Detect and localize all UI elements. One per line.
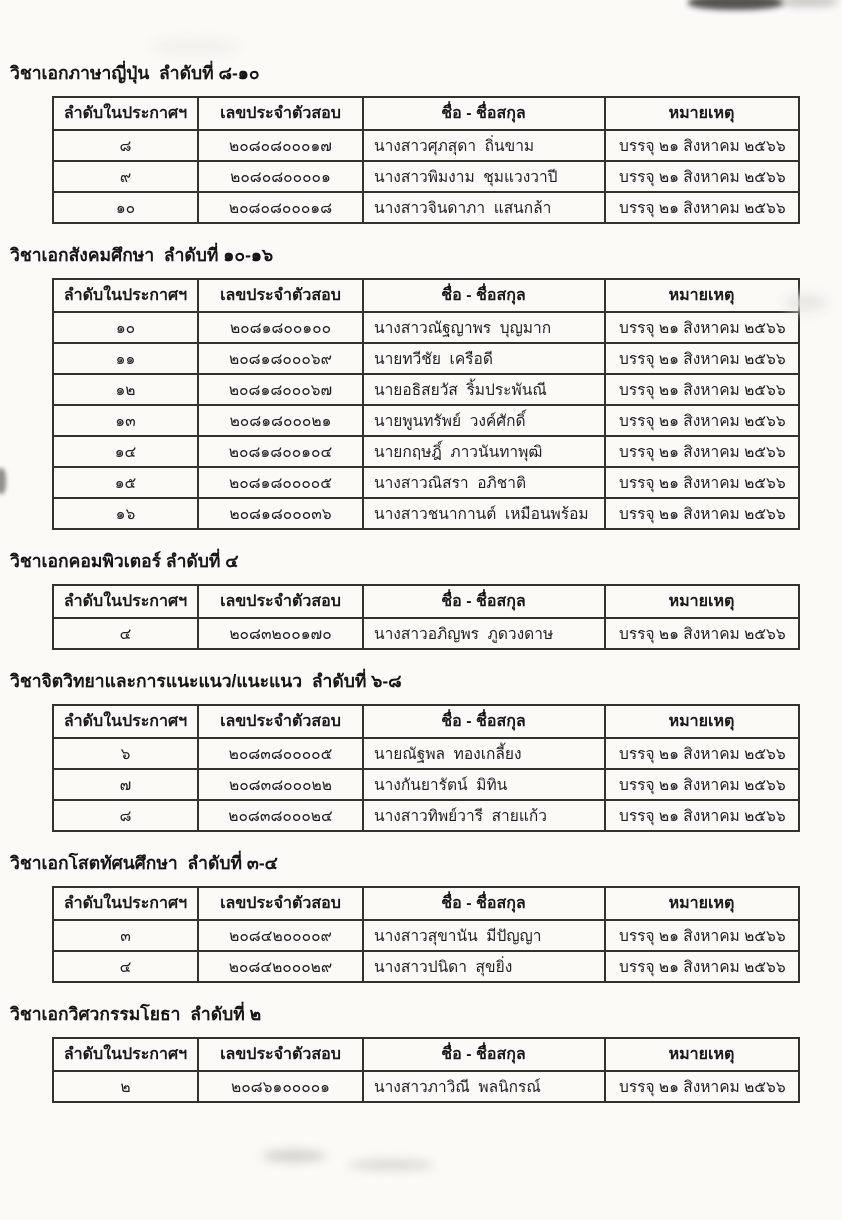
header-row [53, 585, 799, 618]
order-cell: ๘ [53, 130, 198, 161]
exam-id-cell: ๒๐๘๑๘๐๐๐๓๖ [198, 498, 363, 529]
column-header: ชื่อ - ชื่อสกุล [363, 1038, 605, 1071]
exam-id-cell: ๒๐๘๓๘๐๐๐๒๔ [198, 800, 363, 831]
name-cell: นางสาวทิพย์วารี สายแก้ว [363, 800, 605, 831]
remark-cell: บรรจุ ๒๑ สิงหาคม ๒๕๖๖ [605, 192, 799, 223]
table-body [53, 920, 799, 982]
remark-cell: บรรจุ ๒๑ สิงหาคม ๒๕๖๖ [605, 618, 799, 649]
table-row [53, 312, 799, 343]
candidates-table [52, 704, 800, 832]
table-row [53, 800, 799, 831]
name-cell: นายณัฐพล ทองเกลี้ยง [363, 738, 605, 769]
column-header: ชื่อ - ชื่อสกุล [363, 705, 605, 738]
column-header: หมายเหตุ [605, 279, 799, 312]
remark-cell: บรรจุ ๒๑ สิงหาคม ๒๕๖๖ [605, 436, 799, 467]
column-header: หมายเหตุ [605, 705, 799, 738]
remark-cell: บรรจุ ๒๑ สิงหาคม ๒๕๖๖ [605, 343, 799, 374]
column-header: ลำดับในประกาศฯ [53, 97, 198, 130]
name-cell: นางสาวศุภสุดา ถิ่นขาม [363, 130, 605, 161]
name-cell: นางสาวชนากานต์ เหมือนพร้อม [363, 498, 605, 529]
exam-id-cell: ๒๐๘๐๘๐๐๐๑๘ [198, 192, 363, 223]
column-header: หมายเหตุ [605, 887, 799, 920]
exam-id-cell: ๒๐๘๓๒๐๐๑๗๐ [198, 618, 363, 649]
column-header: หมายเหตุ [605, 97, 799, 130]
header-row [53, 279, 799, 312]
scan-smudge-bottom-1 [262, 1150, 326, 1162]
order-cell: ๒ [53, 1071, 198, 1102]
exam-id-cell: ๒๐๘๖๑๐๐๐๐๑ [198, 1071, 363, 1102]
remark-cell: บรรจุ ๒๑ สิงหาคม ๒๕๖๖ [605, 738, 799, 769]
table-row [53, 498, 799, 529]
order-cell: ๑๐ [53, 312, 198, 343]
header-row [53, 705, 799, 738]
column-header: ชื่อ - ชื่อสกุล [363, 887, 605, 920]
remark-cell: บรรจุ ๒๑ สิงหาคม ๒๕๖๖ [605, 161, 799, 192]
header-row [53, 887, 799, 920]
order-cell: ๖ [53, 738, 198, 769]
section-title: วิชาจิตวิทยาและการแนะแนว/แนะแนว ลำดับที่ ๖-๘ [10, 671, 402, 691]
exam-id-cell: ๒๐๘๔๒๐๐๐๐๙ [198, 920, 363, 951]
section-title: วิชาเอกคอมพิวเตอร์ ลำดับที่ ๔ [10, 551, 239, 571]
order-cell: ๙ [53, 161, 198, 192]
remark-cell: บรรจุ ๒๑ สิงหาคม ๒๕๖๖ [605, 920, 799, 951]
order-cell: ๑๐ [53, 192, 198, 223]
table-head [53, 1038, 799, 1071]
table-row [53, 343, 799, 374]
exam-id-cell: ๒๐๘๑๘๐๐๑๐๔ [198, 436, 363, 467]
order-cell: ๓ [53, 920, 198, 951]
table-head [53, 279, 799, 312]
table-row [53, 920, 799, 951]
table-row [53, 192, 799, 223]
name-cell: นายกฤษฎิ์ ภาวนันทาพุฒิ [363, 436, 605, 467]
table-row [53, 467, 799, 498]
sections-root [0, 59, 842, 1103]
table-row [53, 161, 799, 192]
table-body [53, 1071, 799, 1102]
subject-section [0, 667, 842, 832]
order-cell: ๑๖ [53, 498, 198, 529]
column-header: เลขประจำตัวสอบ [198, 585, 363, 618]
name-cell: นายอธิสยวัส ริ้มประพันณี [363, 374, 605, 405]
order-cell: ๑๕ [53, 467, 198, 498]
section-title: วิชาเอกวิศวกรรมโยธา ลำดับที่ ๒ [10, 1004, 262, 1024]
subject-section [0, 849, 842, 983]
exam-id-cell: ๒๐๘๔๒๐๐๐๒๙ [198, 951, 363, 982]
remark-cell: บรรจุ ๒๑ สิงหาคม ๒๕๖๖ [605, 130, 799, 161]
subject-section [0, 241, 842, 530]
order-cell: ๑๒ [53, 374, 198, 405]
subject-section [0, 1000, 842, 1103]
column-header: ชื่อ - ชื่อสกุล [363, 279, 605, 312]
order-cell: ๑๔ [53, 436, 198, 467]
table-body [53, 312, 799, 529]
candidates-table [52, 278, 800, 530]
scan-smudge-top-right [688, 0, 784, 10]
table-row [53, 1071, 799, 1102]
table-row [53, 618, 799, 649]
column-header: ชื่อ - ชื่อสกุล [363, 585, 605, 618]
exam-id-cell: ๒๐๘๑๘๐๐๐๖๗ [198, 374, 363, 405]
remark-cell: บรรจุ ๒๑ สิงหาคม ๒๕๖๖ [605, 800, 799, 831]
column-header: ลำดับในประกาศฯ [53, 279, 198, 312]
section-title: วิชาเอกโสตทัศนศึกษา ลำดับที่ ๓-๔ [10, 853, 278, 873]
name-cell: นายทวีชัย เครือดี [363, 343, 605, 374]
candidates-table [52, 886, 800, 983]
remark-cell: บรรจุ ๒๑ สิงหาคม ๒๕๖๖ [605, 498, 799, 529]
name-cell: นางสาวณิสรา อภิชาติ [363, 467, 605, 498]
scan-smudge-top-left [150, 40, 240, 54]
subject-section [0, 59, 842, 224]
exam-id-cell: ๒๐๘๑๘๐๐๑๐๐ [198, 312, 363, 343]
candidates-table [52, 584, 800, 650]
name-cell: นางสาวสุขานัน มีปัญญา [363, 920, 605, 951]
name-cell: นางสาวปนิดา สุขยิ่ง [363, 951, 605, 982]
exam-id-cell: ๒๐๘๑๘๐๐๐๒๑ [198, 405, 363, 436]
column-header: ลำดับในประกาศฯ [53, 585, 198, 618]
column-header: เลขประจำตัวสอบ [198, 705, 363, 738]
column-header: ชื่อ - ชื่อสกุล [363, 97, 605, 130]
candidates-table [52, 96, 800, 224]
exam-id-cell: ๒๐๘๑๘๐๐๐๖๙ [198, 343, 363, 374]
exam-id-cell: ๒๐๘๐๘๐๐๐๐๑ [198, 161, 363, 192]
column-header: เลขประจำตัวสอบ [198, 279, 363, 312]
name-cell: นางสาวพิมงาม ชุมแวงวาปี [363, 161, 605, 192]
section-title: วิชาเอกภาษาญี่ปุ่น ลำดับที่ ๘-๑๐ [10, 63, 260, 83]
remark-cell: บรรจุ ๒๑ สิงหาคม ๒๕๖๖ [605, 951, 799, 982]
exam-id-cell: ๒๐๘๓๘๐๐๐๒๒ [198, 769, 363, 800]
column-header: เลขประจำตัวสอบ [198, 887, 363, 920]
remark-cell: บรรจุ ๒๑ สิงหาคม ๒๕๖๖ [605, 405, 799, 436]
table-head [53, 887, 799, 920]
table-row [53, 951, 799, 982]
remark-cell: บรรจุ ๒๑ สิงหาคม ๒๕๖๖ [605, 769, 799, 800]
table-head [53, 585, 799, 618]
column-header: หมายเหตุ [605, 585, 799, 618]
order-cell: ๔ [53, 951, 198, 982]
remark-cell: บรรจุ ๒๑ สิงหาคม ๒๕๖๖ [605, 374, 799, 405]
table-row [53, 130, 799, 161]
scan-smudge-bottom-2 [348, 1160, 434, 1170]
scan-smudge-top-right-light [780, 0, 838, 7]
column-header: เลขประจำตัวสอบ [198, 1038, 363, 1071]
table-body [53, 618, 799, 649]
header-row [53, 97, 799, 130]
table-head [53, 97, 799, 130]
remark-cell: บรรจุ ๒๑ สิงหาคม ๒๕๖๖ [605, 467, 799, 498]
column-header: ลำดับในประกาศฯ [53, 887, 198, 920]
name-cell: นางสาวณัฐญาพร บุญมาก [363, 312, 605, 343]
table-row [53, 405, 799, 436]
name-cell: นางสาวภาวิณี พลนิกรณ์ [363, 1071, 605, 1102]
table-row [53, 769, 799, 800]
order-cell: ๑๑ [53, 343, 198, 374]
column-header: ลำดับในประกาศฯ [53, 1038, 198, 1071]
table-row [53, 374, 799, 405]
candidates-table [52, 1037, 800, 1103]
column-header: หมายเหตุ [605, 1038, 799, 1071]
exam-id-cell: ๒๐๘๓๘๐๐๐๐๕ [198, 738, 363, 769]
name-cell: นายพูนทรัพย์ วงค์ศักดิ์ [363, 405, 605, 436]
table-body [53, 738, 799, 831]
table-head [53, 705, 799, 738]
name-cell: นางสาวอภิญพร ภูดวงดาษ [363, 618, 605, 649]
table-row [53, 436, 799, 467]
order-cell: ๔ [53, 618, 198, 649]
order-cell: ๑๓ [53, 405, 198, 436]
name-cell: นางสาวจินดาภา แสนกล้า [363, 192, 605, 223]
column-header: ลำดับในประกาศฯ [53, 705, 198, 738]
header-row [53, 1038, 799, 1071]
order-cell: ๗ [53, 769, 198, 800]
subject-section [0, 547, 842, 650]
exam-id-cell: ๒๐๘๑๘๐๐๐๐๕ [198, 467, 363, 498]
remark-cell: บรรจุ ๒๑ สิงหาคม ๒๕๖๖ [605, 312, 799, 343]
table-body [53, 130, 799, 223]
remark-cell: บรรจุ ๒๑ สิงหาคม ๒๕๖๖ [605, 1071, 799, 1102]
name-cell: นางกันยารัตน์ มิทิน [363, 769, 605, 800]
table-row [53, 738, 799, 769]
order-cell: ๘ [53, 800, 198, 831]
exam-id-cell: ๒๐๘๐๘๐๐๐๑๗ [198, 130, 363, 161]
section-title: วิชาเอกสังคมศึกษา ลำดับที่ ๑๐-๑๖ [10, 245, 274, 265]
column-header: เลขประจำตัวสอบ [198, 97, 363, 130]
